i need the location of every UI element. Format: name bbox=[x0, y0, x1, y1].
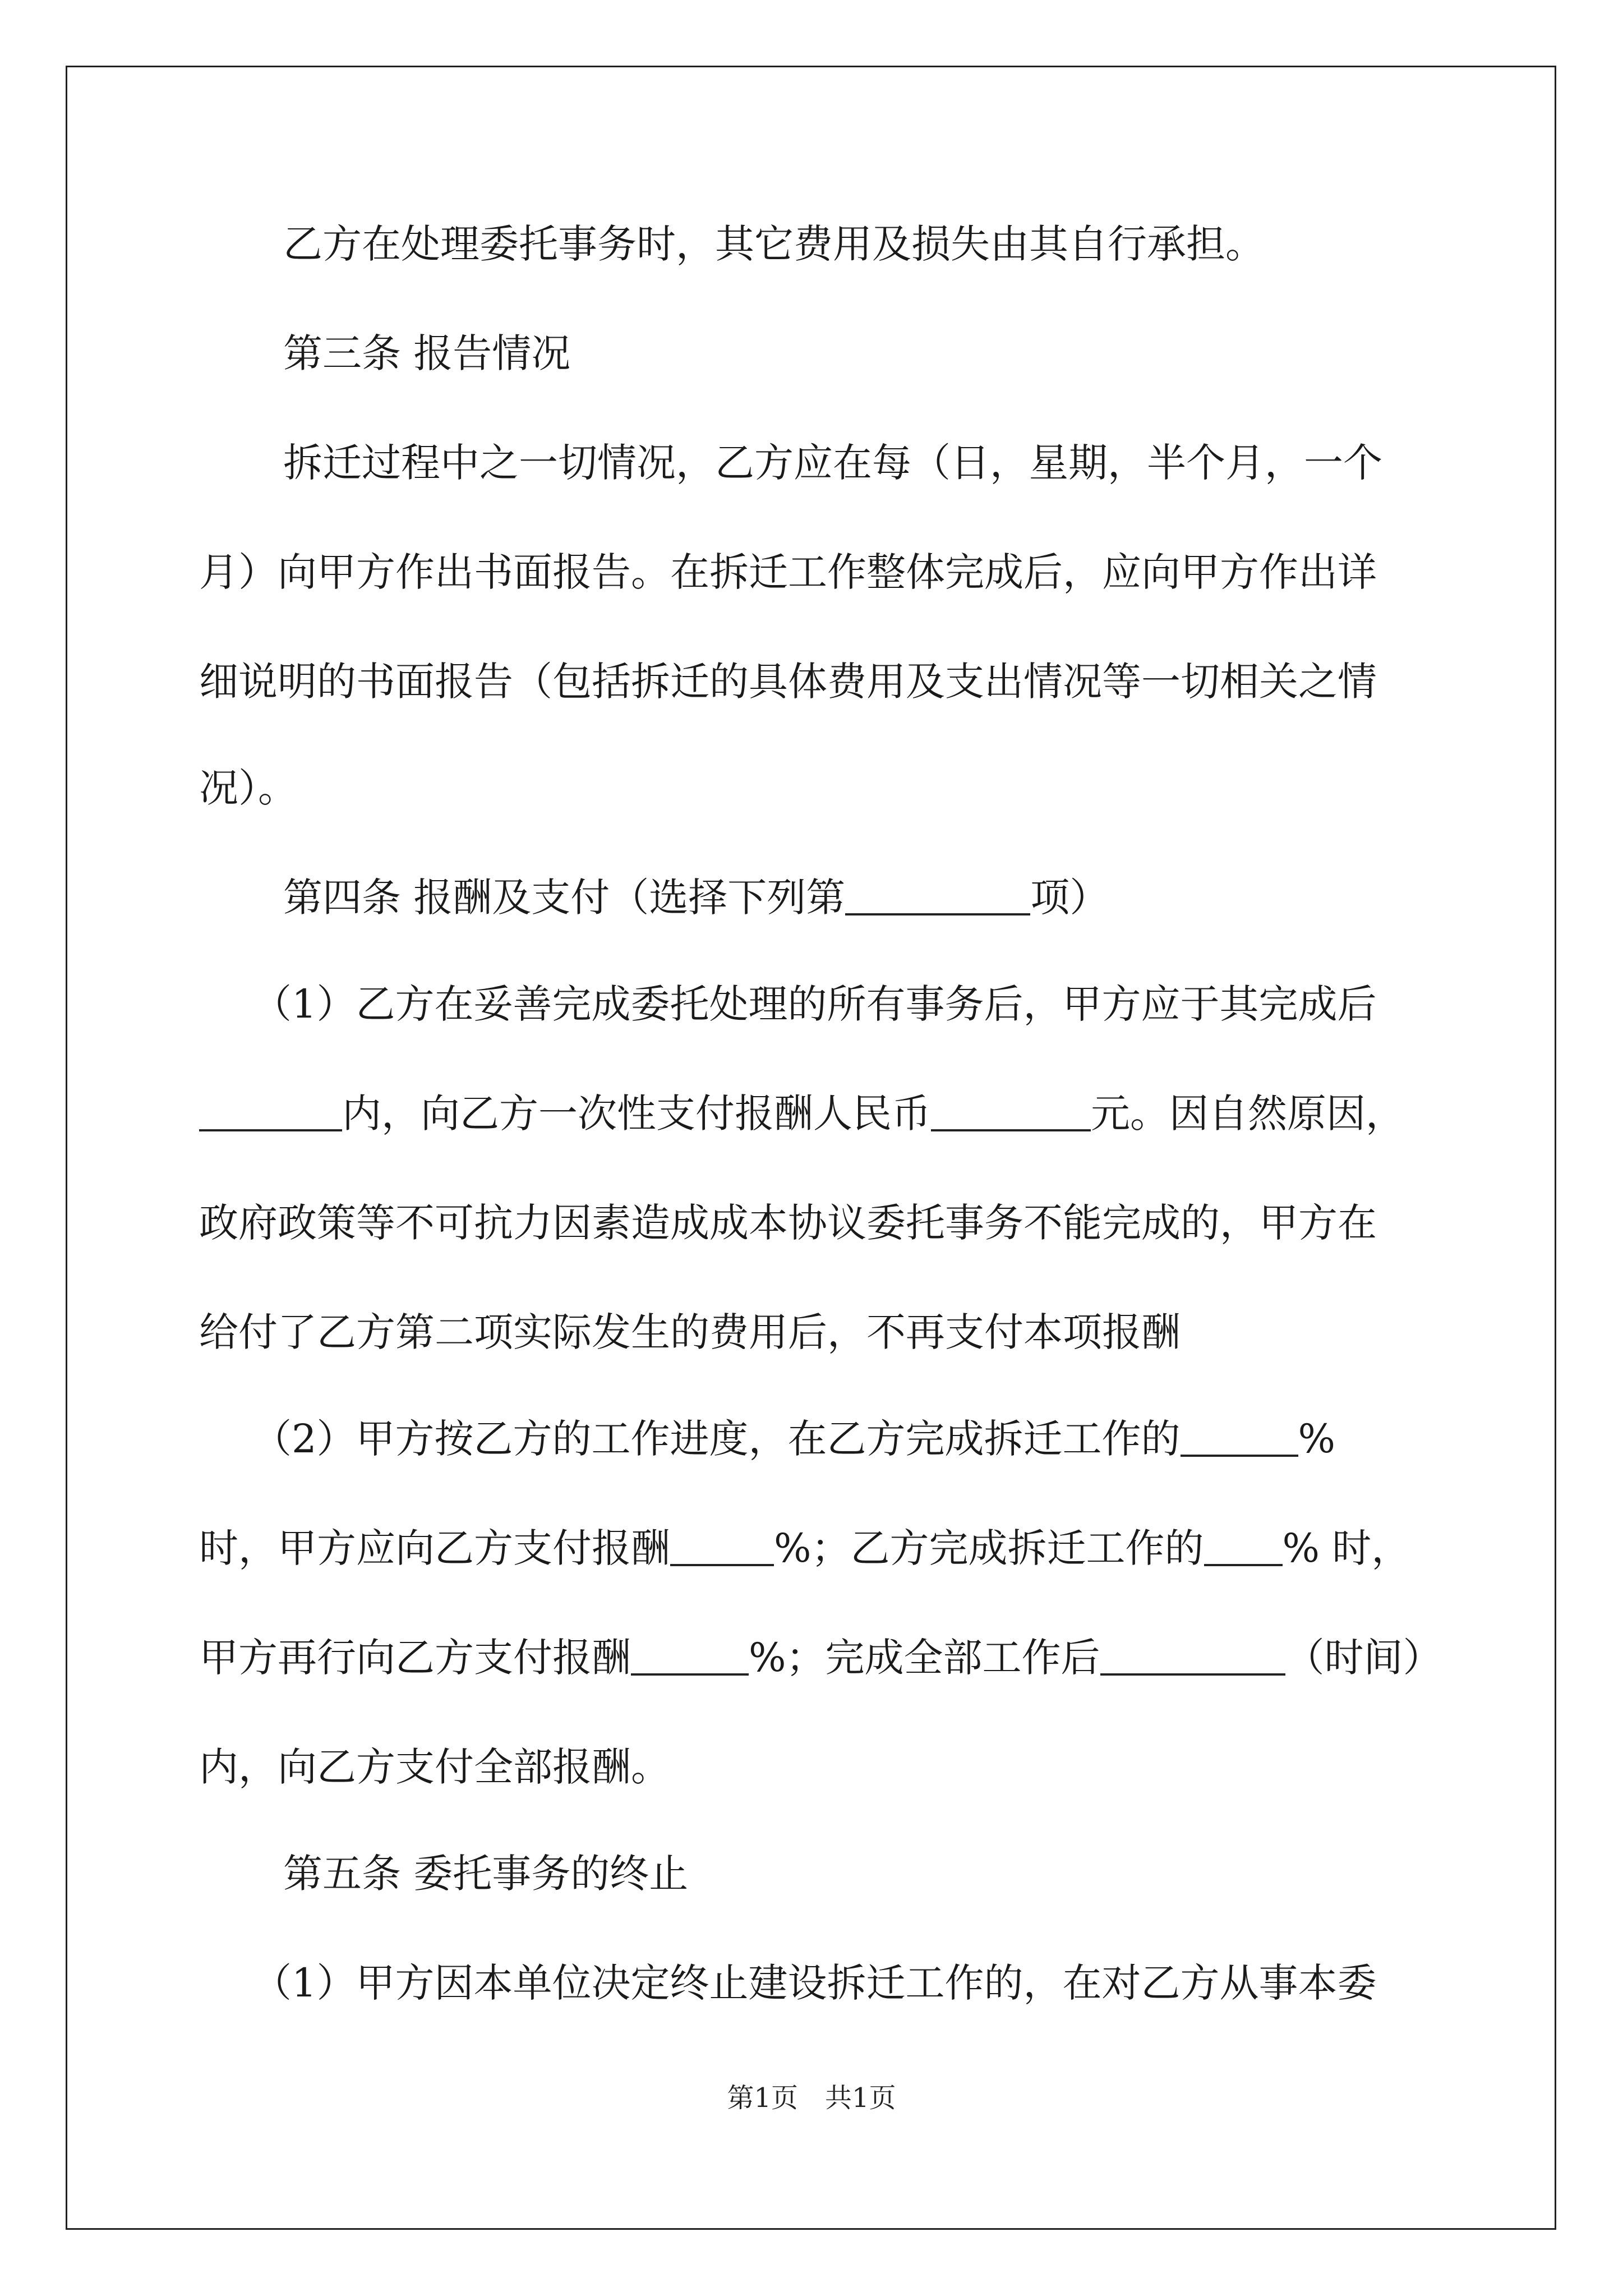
text-fragment: %；完成全部工作后 bbox=[749, 1635, 1100, 1681]
text-line: 内，向乙方支付全部报酬。 bbox=[199, 1744, 670, 1790]
fill-in-blank bbox=[631, 1639, 749, 1676]
text-line: （1）甲方因本单位决定终止建设拆迁工作的，在对乙方从事本委 bbox=[252, 1960, 1377, 2006]
text-line: 月）向甲方作出书面报告。在拆迁工作整体完成后，应向甲方作出详 bbox=[199, 549, 1377, 595]
fill-in-blank bbox=[199, 1094, 342, 1131]
text-line: 细说明的书面报告（包括拆迁的具体费用及支出情况等一切相关之情 bbox=[199, 659, 1377, 705]
fill-in-blank bbox=[931, 1094, 1091, 1131]
text-fragment: % 时， bbox=[1282, 1525, 1411, 1571]
text-fragment: 时，甲方应向乙方支付报酬 bbox=[199, 1525, 670, 1571]
fill-in-blank bbox=[845, 878, 1030, 915]
text-fragment: 甲方再行向乙方支付报酬 bbox=[199, 1635, 631, 1681]
text-line: 况）。 bbox=[199, 765, 297, 811]
page-number: 第1页 共1页 bbox=[727, 2082, 896, 2114]
fill-in-blank bbox=[1181, 1420, 1298, 1457]
text-line: （1）乙方在妥善完成委托处理的所有事务后，甲方应于其完成后 bbox=[252, 981, 1377, 1027]
text-line: 政府政策等不可抗力因素造成成本协议委托事务不能完成的，甲方在 bbox=[199, 1200, 1377, 1246]
text-line-with-blanks bbox=[199, 1523, 1410, 1573]
page-border bbox=[66, 66, 1556, 2230]
text-line-with-blanks bbox=[199, 1632, 1442, 1683]
text-fragment: %；乙方完成拆迁工作的 bbox=[774, 1525, 1204, 1571]
text-line-with-blanks bbox=[199, 1088, 1405, 1139]
text-fragment: 内，向乙方一次性支付报酬人民币 bbox=[342, 1091, 931, 1137]
text-fragment: % bbox=[1298, 1416, 1336, 1462]
text-fragment: 项） bbox=[1030, 875, 1109, 921]
section-heading-with-blank bbox=[283, 872, 1109, 923]
text-line: 乙方在处理委托事务时，其它费用及损失由其自行承担。 bbox=[283, 221, 1265, 267]
text-fragment: 元。因自然原因， bbox=[1091, 1091, 1405, 1137]
text-line-with-blank bbox=[252, 1414, 1335, 1464]
text-line: 拆迁过程中之一切情况，乙方应在每（日，星期，半个月，一个 bbox=[283, 440, 1382, 486]
fill-in-blank bbox=[1100, 1639, 1285, 1676]
section-heading: 第五条 委托事务的终止 bbox=[283, 1851, 689, 1897]
fill-in-blank bbox=[1204, 1529, 1283, 1566]
fill-in-blank bbox=[670, 1529, 774, 1566]
text-fragment: （2）甲方按乙方的工作进度，在乙方完成拆迁工作的 bbox=[252, 1416, 1181, 1462]
text-fragment: （时间） bbox=[1285, 1635, 1442, 1681]
text-line: 给付了乙方第二项实际发生的费用后，不再支付本项报酬 bbox=[199, 1309, 1181, 1355]
text-fragment: 第四条 报酬及支付（选择下列第 bbox=[283, 875, 846, 921]
section-heading: 第三条 报告情况 bbox=[283, 330, 571, 376]
